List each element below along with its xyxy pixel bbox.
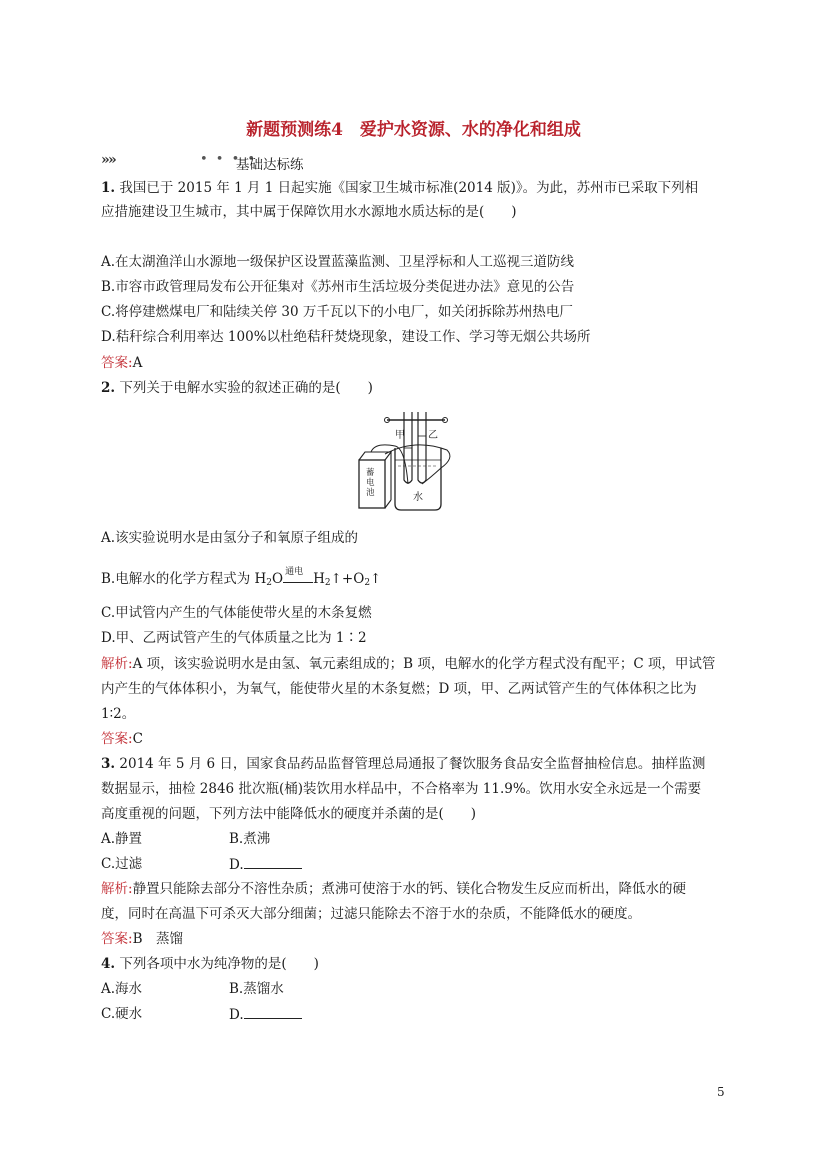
q2-option-b	[101, 566, 382, 592]
q3-option-c: C.过滤	[101, 856, 143, 872]
q3-stem-1: 2014 年 5 月 6 日，国家食品药品监督管理总局通报了餐饮服务食品安全监督抽检信息。抽样监测	[119, 756, 706, 772]
q3-option-d	[229, 856, 302, 874]
section-dots: • • • •	[200, 152, 258, 167]
q1-number: 1.	[101, 180, 116, 196]
q3-analysis-2: 度，同时在高温下可杀灭大部分细菌；过滤只能除去不溶于水的杂质，不能降低水的硬度。	[101, 906, 641, 922]
battery-label: 蓄电池	[366, 468, 375, 498]
q3-answer	[101, 931, 183, 948]
q1-answer	[101, 355, 142, 372]
q2-option-c: C.甲试管内产生的气体能使带火星的木条复燃	[101, 605, 372, 621]
q4-option-c: C.硬水	[101, 1006, 143, 1022]
answer-blank[interactable]	[244, 1006, 302, 1019]
q2-answer	[101, 731, 143, 748]
water-label: 水	[413, 492, 423, 503]
answer-label: 答案:	[101, 355, 133, 371]
q4-option-b: B.蒸馏水	[229, 981, 284, 997]
q1-option-d: D.秸秆综合利用率达 100%以杜绝秸秆焚烧现象，建设工作、学习等无烟公共场所	[101, 329, 591, 345]
q4-number: 4.	[101, 956, 116, 972]
q1-option-c: C.将停建燃煤电厂和陆续关停 30 万千瓦以下的小电厂，如关闭拆除苏州热电厂	[101, 304, 573, 320]
section-arrow-icon: »	[101, 152, 107, 168]
electrolysis-apparatus-figure	[355, 408, 473, 526]
q1-option-b: B.市容市政管理局发布公开征集对《苏州市生活垃圾分类促进办法》意见的公告	[101, 279, 575, 295]
q1-stem-1: 我国已于 2015 年 1 月 1 日起实施《国家卫生城市标准(2014 版)》。为此，苏州市已采取下列相	[119, 180, 699, 196]
page-title: 新题预测练4 爱护水资源、水的净化和组成	[246, 120, 581, 140]
subscript: 2	[266, 578, 273, 588]
subscript: 2	[364, 578, 371, 588]
section-arrow-icon: »	[108, 152, 114, 168]
tube-label-left: 甲	[395, 430, 405, 441]
formula-part: ↑	[370, 571, 382, 587]
q2-analysis-2: 内产生的气体体积小，为氧气，能使带火星的木条复燃；D 项，甲、乙两试管产生的气体体积之比为	[101, 681, 697, 697]
q4-option-a: A.海水	[101, 981, 143, 997]
q2-analysis-1	[101, 656, 715, 673]
q2-analysis-3: 1∶2。	[101, 706, 136, 722]
q3-analysis-1	[101, 881, 686, 898]
answer-value: B 蒸馏	[132, 931, 183, 947]
tube-label-right: 乙	[428, 430, 438, 441]
q2-option-a: A.该实验说明水是由氢分子和氧原子组成的	[101, 530, 359, 546]
option-label: D.	[229, 1007, 244, 1023]
answer-blank[interactable]	[244, 856, 302, 869]
q4-option-d	[229, 1006, 302, 1024]
q4-stem: 下列各项中水为纯净物的是( )	[119, 956, 319, 972]
formula-part: H	[313, 571, 325, 587]
section-label: 基础达标练	[236, 157, 304, 173]
q3-stem-3: 高度重视的问题，下列方法中能降低水的硬度并杀菌的是( )	[101, 806, 477, 822]
reaction-arrow	[283, 566, 313, 587]
q3-number: 3.	[101, 756, 116, 772]
page-number: 5	[717, 1085, 725, 1099]
reaction-condition: 通电	[285, 566, 304, 577]
analysis-label: 解析:	[101, 881, 133, 897]
q3-option-a: A.静置	[101, 831, 143, 847]
answer-label: 答案:	[101, 931, 133, 947]
q1-option-a: A.在太湖渔洋山水源地一级保护区设置蓝藻监测、卫星浮标和人工巡视三道防线	[101, 254, 575, 270]
q3-line1	[101, 756, 705, 773]
analysis-text: A 项，该实验说明水是由氢、氧元素组成的；B 项，电解水的化学方程式没有配平；C 项，甲试管	[132, 656, 716, 672]
q1-line1	[101, 180, 698, 197]
formula-part: O	[272, 571, 284, 587]
analysis-text: 静置只能除去部分不溶性杂质；煮沸可使溶于水的钙、镁化合物发生反应而析出，降低水的硬	[132, 881, 687, 897]
q3-stem-2: 数据显示，抽检 2846 批次瓶(桶)装饮用水样品中，不合格率为 11.9%。饮用水安全永远是一个需要	[101, 781, 702, 797]
q2-option-d: D.甲、乙两试管产生的气体质量之比为 1∶2	[101, 630, 367, 646]
q1-stem-2: 应措施建设卫生城市，其中属于保障饮用水水源地水质达标的是( )	[101, 204, 517, 220]
q2-stem: 下列关于电解水实验的叙述正确的是( )	[119, 380, 373, 396]
q3-option-b: B.煮沸	[229, 831, 271, 847]
q2-line	[101, 380, 373, 397]
answer-label: 答案:	[101, 731, 133, 747]
answer-value: C	[132, 731, 143, 747]
answer-value: A	[132, 355, 143, 371]
q2-option-b-prefix: B.电解水的化学方程式为 H	[101, 571, 267, 587]
q4-line	[101, 956, 319, 973]
formula-part: ↑+O	[330, 571, 365, 587]
option-label: D.	[229, 857, 244, 873]
q2-number: 2.	[101, 380, 116, 396]
analysis-label: 解析:	[101, 656, 133, 672]
subscript: 2	[324, 578, 331, 588]
